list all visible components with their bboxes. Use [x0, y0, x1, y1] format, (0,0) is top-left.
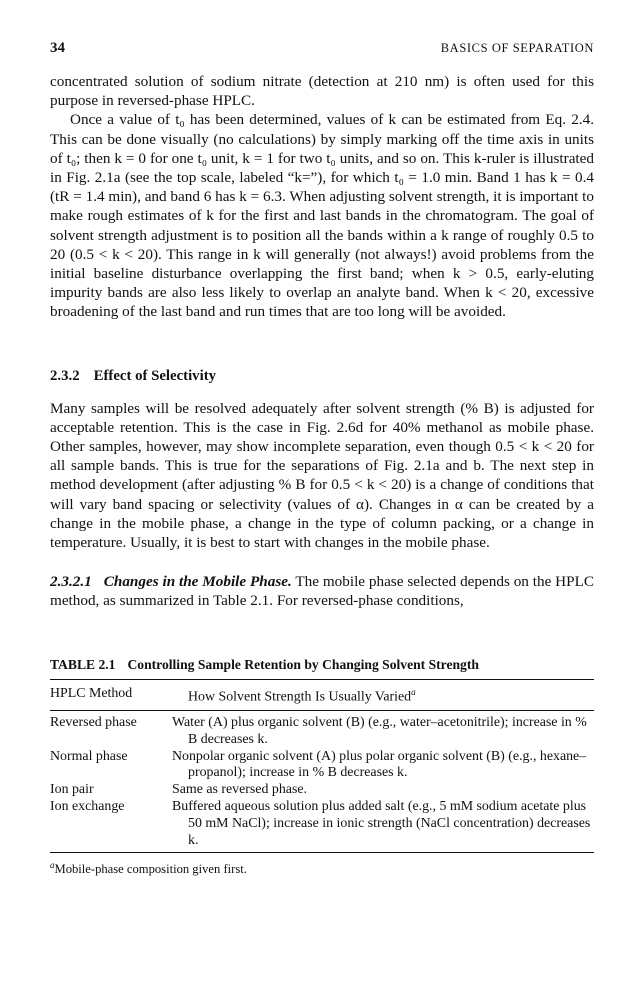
table-title: Controlling Sample Retention by Changing Solvent Strength	[127, 656, 479, 672]
header-how-varied-text: How Solvent Strength Is Usually Varied	[188, 689, 412, 705]
table-row	[50, 799, 594, 853]
table-row	[50, 711, 594, 749]
table-block	[50, 657, 594, 878]
section-title: Effect of Selectivity	[93, 367, 217, 384]
footnote-text: Mobile-phase composition given first.	[54, 862, 247, 877]
running-title: BASICS OF SEPARATION	[440, 41, 594, 55]
cell-method: Reversed phase	[50, 715, 137, 731]
cell-how: Buffered aqueous solution plus added salt (e.g., 5 mM sodium acetate plus 50 mM NaCl); increase in ionic strength (NaCl concentration) decreases k.	[188, 799, 594, 853]
paragraph-selectivity: Many samples will be resolved adequately after solvent strength (% B) is adjusted for acceptable retention. This is the case in Fig. 2.6d for 40% methanol as mobile phase. Other samples, however, may show incomplete separation, even though 0.5 < k < 20 for all sample bands. This is true for the separations of Fig. 2.1a and b. The next step in method development (after adjusting % B for 0.5 < k < 20) is a change of conditions that will vary band spacing or selectivity (values of α). Changes in α can be created by a change in the mobile phase, a change in the type of column packing, or a change in temperature. Usually, it is best to start with changes in the mobile phase.	[50, 399, 594, 552]
cell-method: Normal phase	[50, 748, 128, 764]
subsection-title: Changes in the Mobile Phase.	[103, 573, 292, 591]
cell-how: Same as reversed phase.	[172, 782, 307, 798]
paragraph-mobile-phase	[50, 572, 594, 610]
header-hplc-method: HPLC Method	[50, 679, 188, 710]
cell-how: Nonpolar organic solvent (A) plus polar organic solvent (B) (e.g., hexane–propanol); increase in % B decreases k.	[172, 748, 587, 781]
section-heading	[50, 368, 594, 385]
subsection-text: The mobile phase selected depends on the HPLC method, as summarized in Table 2.1. For reversed-phase conditions,	[50, 573, 594, 610]
table-row	[50, 749, 594, 783]
header-how-varied	[188, 679, 594, 710]
book-page	[50, 40, 594, 878]
cell-method: Ion exchange	[50, 799, 188, 853]
paragraph-continued: concentrated solution of sodium nitrate (detection at 210 nm) is often used for this purpose in reversed-phase HPLC.	[50, 73, 594, 110]
table-header-row	[50, 679, 594, 710]
header-note-mark: a	[411, 686, 416, 697]
table-row	[50, 782, 594, 799]
page-number: 34	[50, 40, 65, 56]
cell-how: Water (A) plus organic solvent (B) (e.g., water–acetonitrile); increase in % B decreases k.	[172, 715, 587, 747]
subsection-number: 2.3.2.1	[50, 573, 92, 591]
running-head	[50, 40, 594, 64]
paragraph-k-ruler: Once a value of t₀ has been determined, values of k can be estimated from Eq. 2.4. This can be done visually (no calculations) by simply marking off the time axis in units of t₀; then k = 0 for one t₀ unit, k = 1 for two t₀ units, and so on. This k-ruler is illustrated in Fig. 2.1a (see the top scale, labeled “k=”), for which t₀ = 1.0 min. Band 1 has k = 0.4 (tR = 1.4 min), and band 6 has k = 6.3. When adjusting solvent strength, it is important to make rough estimates of k for the first and last bands in the chromatogram. The goal of solvent strength adjustment is to position all the bands within a k range of roughly 0.5 to 20 (0.5 < k < 20). This range in k will generally (not always!) avoid problems from the initial baseline disturbance overlapping the first band; when k > 0.5, early-eluting impurity bands are also less likely to overlap an analyte band. When k < 20, excessive broadening of the last band and run times that are too long will be avoided.	[50, 111, 594, 321]
solvent-strength-table	[50, 679, 594, 854]
table-caption	[50, 657, 594, 673]
table-footnote	[50, 860, 594, 877]
table-number: TABLE 2.1	[50, 656, 116, 672]
section-number: 2.3.2	[50, 367, 80, 384]
footnote-mark: a	[50, 860, 55, 871]
cell-method: Ion pair	[50, 782, 94, 798]
